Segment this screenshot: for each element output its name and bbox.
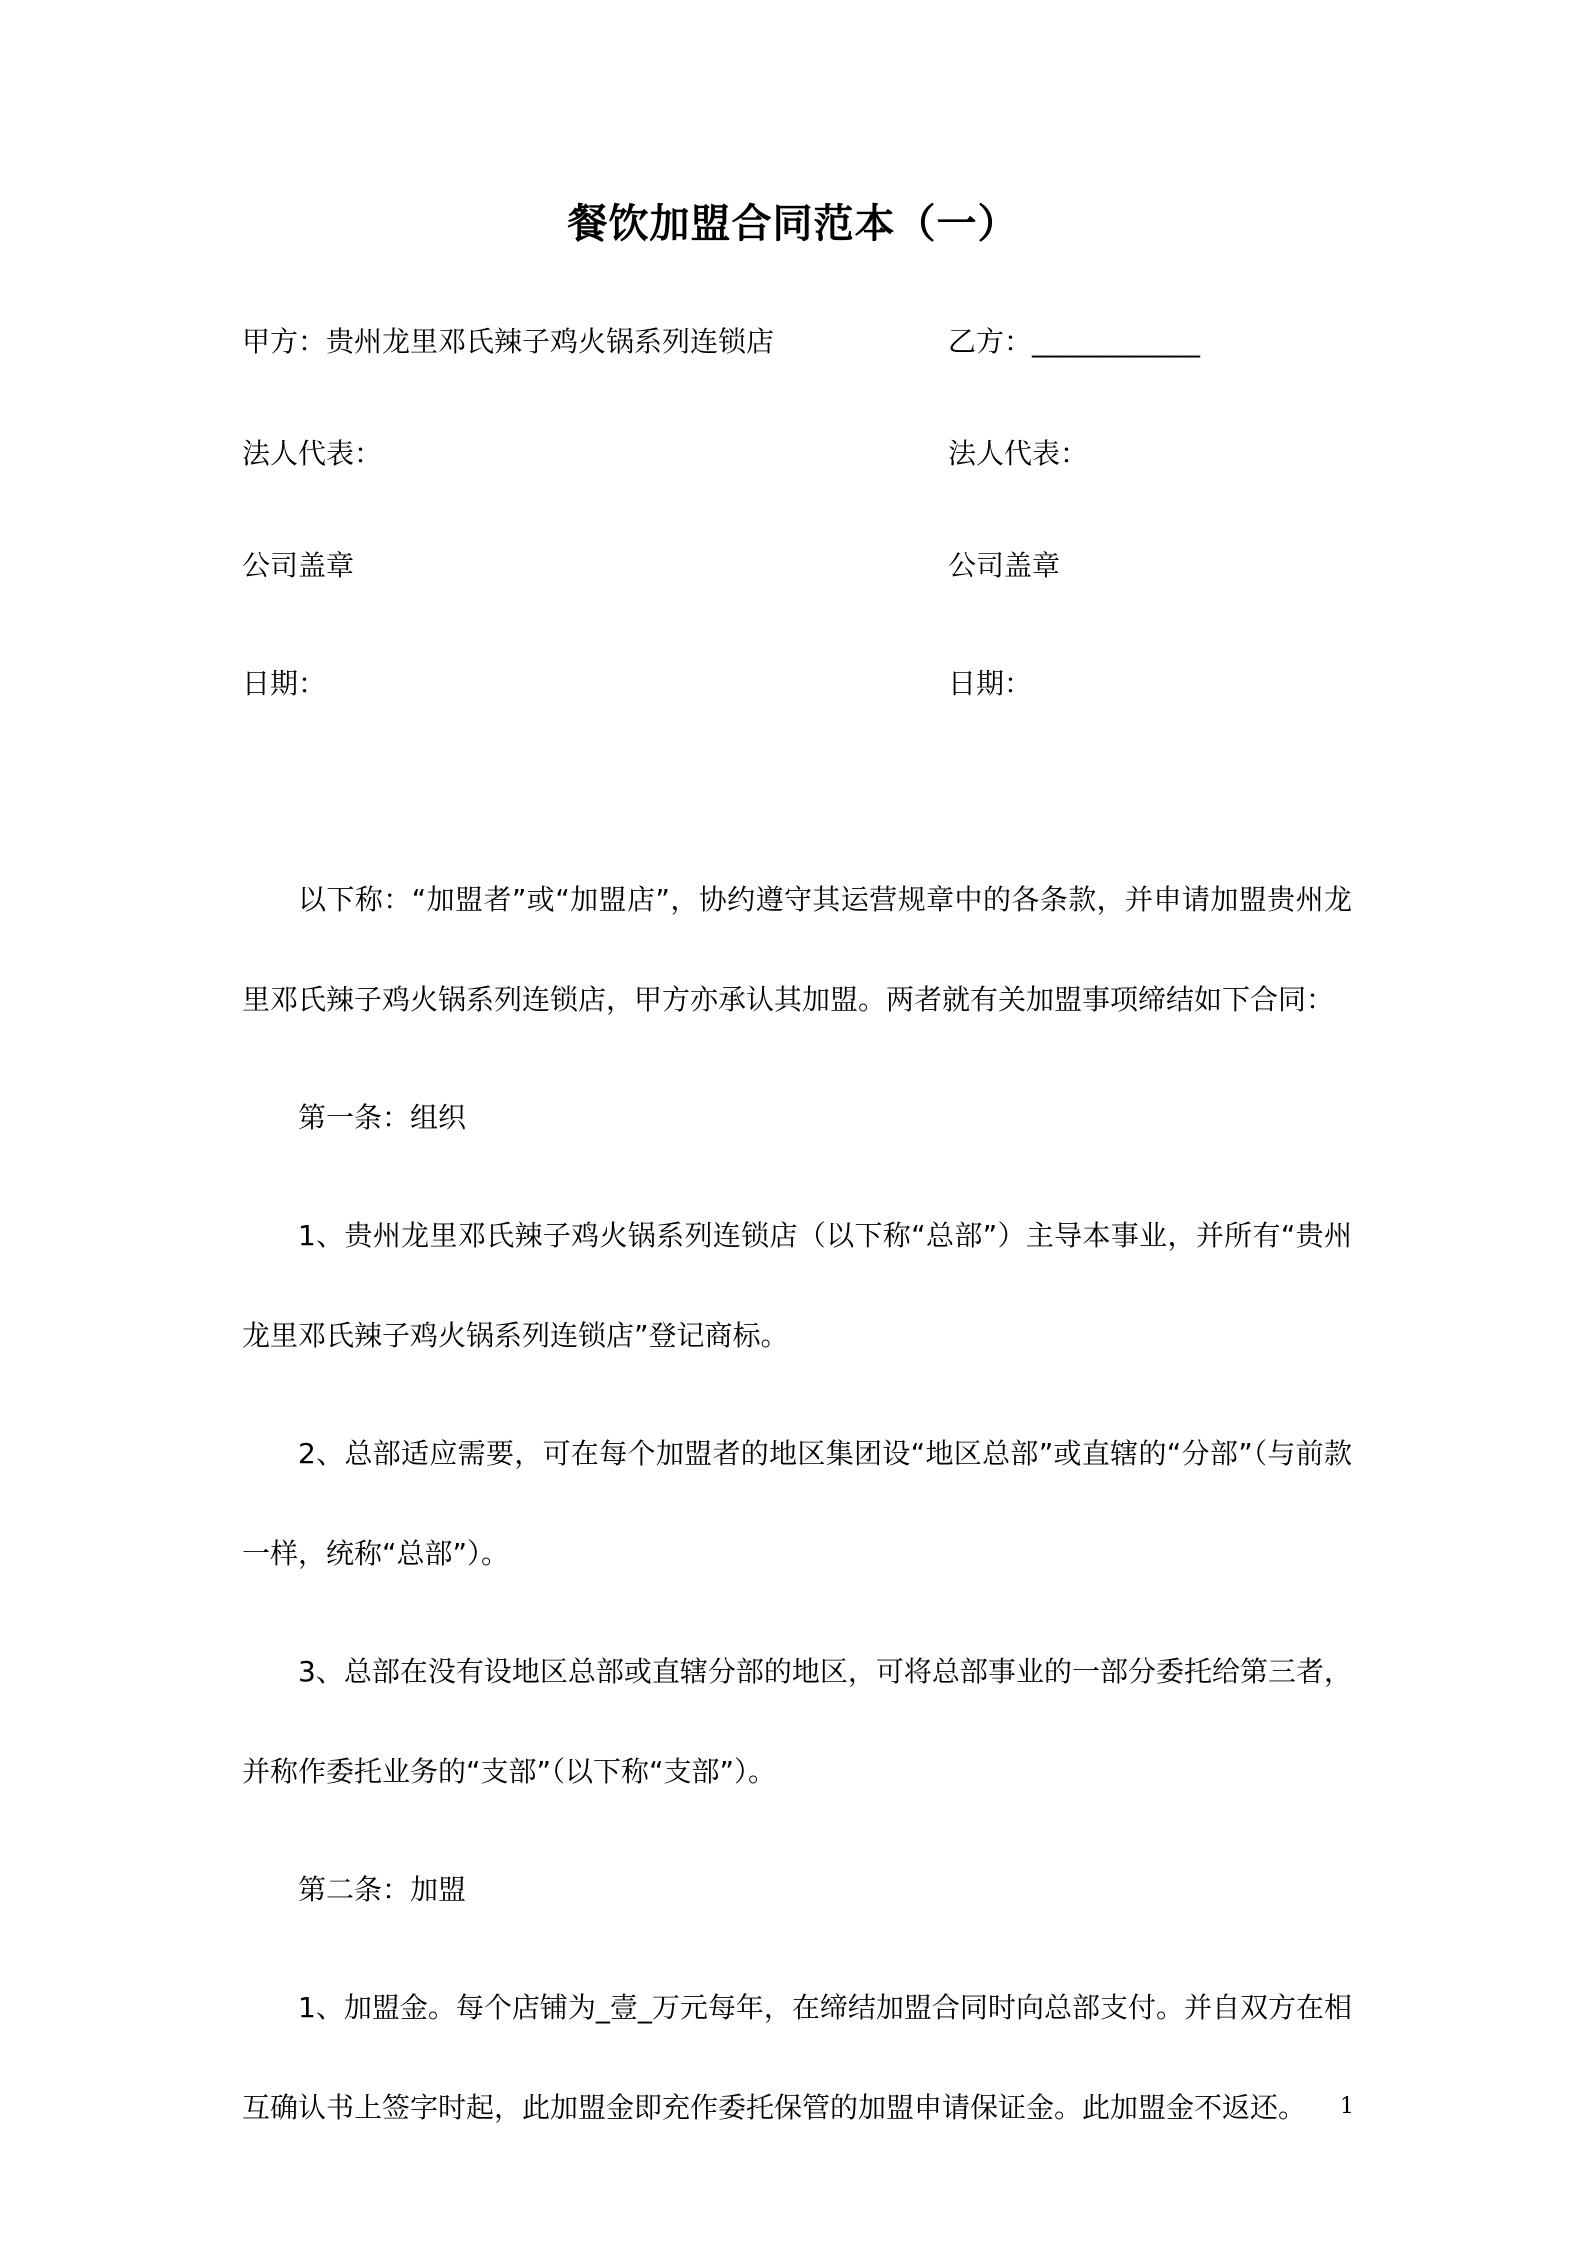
article-1-clause-1: 1、贵州龙里邓氏辣子鸡火锅系列连锁店（以下称“总部”）主导本事业，并所有“贵州龙里邓氏辣子鸡火锅系列连锁店”登记商标。 (242, 1219, 1352, 1352)
article-2-heading: 第二条：加盟 (298, 1873, 467, 1906)
party-a-name: 甲方：贵州龙里邓氏辣子鸡火锅系列连锁店 (242, 325, 775, 358)
article-1-heading: 第一条：组织 (298, 1101, 467, 1134)
contract-body (242, 850, 1352, 2176)
article-2-clause-1: 1、加盟金。每个店铺为_壹_万元每年，在缔结加盟合同时向总部支付。并自双方在相互确认书上签字时起，此加盟金即充作委托保管的加盟申请保证金。此加盟金不返还。 (242, 1991, 1352, 2124)
party-a-date: 日期： (242, 667, 327, 700)
party-b-date: 日期： (948, 667, 1033, 700)
page-number: 1 (1340, 2094, 1354, 2119)
document-title: 餐饮加盟合同范本（一） (567, 201, 1019, 247)
article-1-clause-3: 3、总部在没有设地区总部或直辖分部的地区，可将总部事业的一部分委托给第三者，并称作委托业务的“支部”（以下称“支部”）。 (242, 1655, 1352, 1788)
party-a-legal-rep: 法人代表： (242, 437, 383, 470)
preamble-paragraph: 以下称：“加盟者”或“加盟店”，协约遵守其运营规章中的各条款，并申请加盟贵州龙里邓氏辣子鸡火锅系列连锁店，甲方亦承认其加盟。两者就有关加盟事项缔结如下合同： (242, 883, 1352, 1016)
party-b-seal: 公司盖章 (948, 549, 1061, 582)
party-b-legal-rep: 法人代表： (948, 437, 1089, 470)
party-a-seal: 公司盖章 (242, 549, 355, 582)
party-b-name: 乙方：____________ (948, 325, 1201, 358)
article-1-clause-2: 2、总部适应需要，可在每个加盟者的地区集团设“地区总部”或直辖的“分部”（与前款一样，统称“总部”）。 (242, 1437, 1352, 1570)
